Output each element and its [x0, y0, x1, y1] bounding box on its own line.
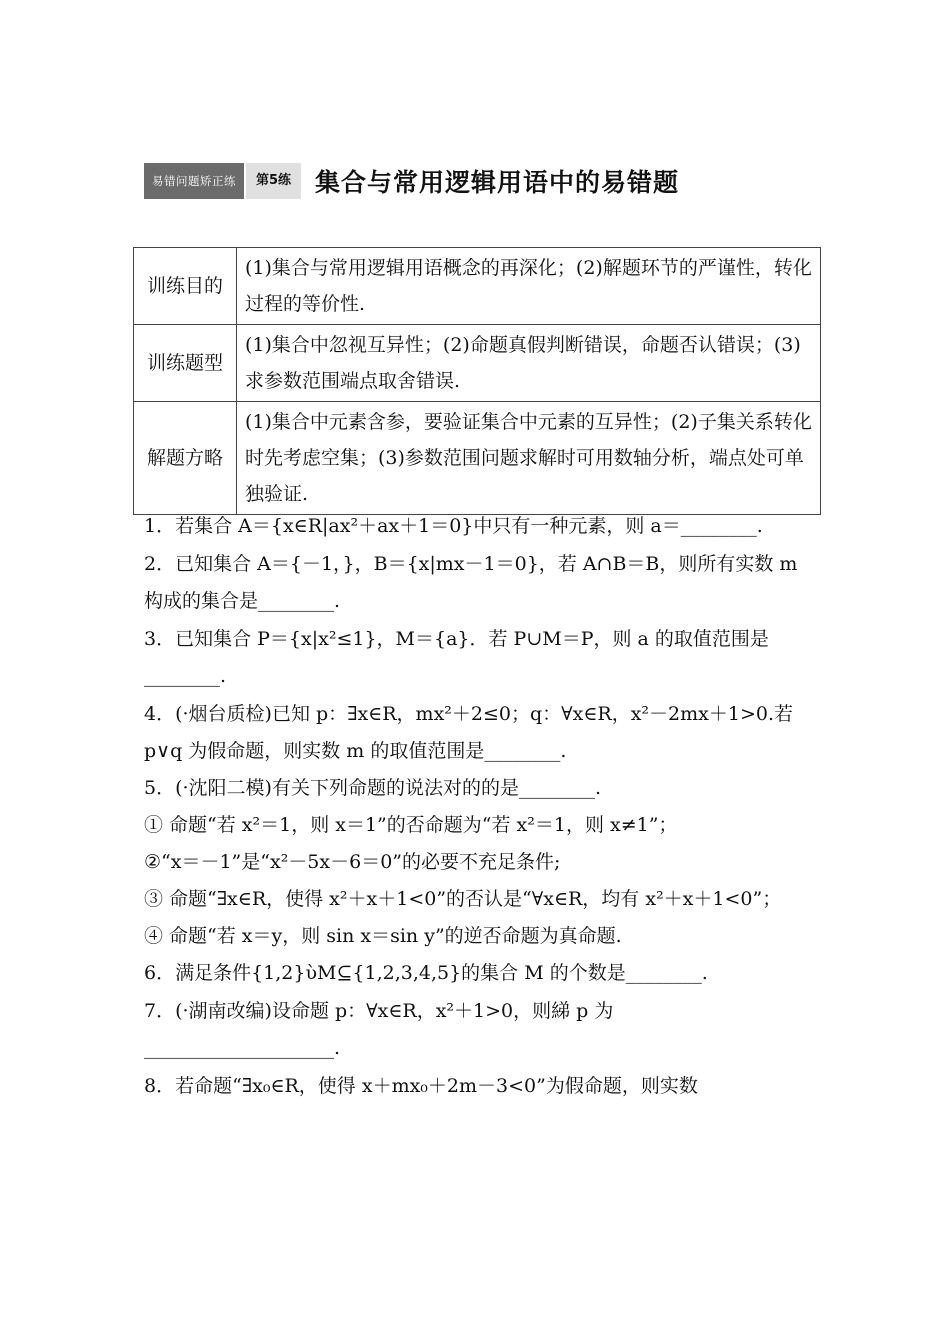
page-header [144, 162, 679, 200]
row-key: 解题方略 [134, 402, 237, 515]
problem-5-option-3: ③ 命题“∃x∈R，使得 x²＋x＋1<0”的否认是“∀x∈R，均有 x²＋x＋1<0”； [144, 888, 782, 910]
problem-2: 2．已知集合 A＝{－1，}，B＝{x|mx－1＝0}，若 A∩B＝B，则所有实数 m 构成的集合是________. [144, 553, 798, 612]
problem-7: 7．(·湖南改编)设命题 p：∀x∈R，x²＋1>0，则綈 p 为____________________. [144, 1000, 614, 1059]
table-row [134, 402, 821, 515]
problem-8: 8．若命题“∃x₀∈R，使得 x＋mx₀＋2m－3<0”为假命题，则实数 [144, 1075, 698, 1097]
problem-6: 6．满足条件{1,2}ὺM⊆{1,2,3,4,5}的集合 M 的个数是________. [144, 962, 708, 984]
problem-1: 1．若集合 A＝{x∈R|ax²＋ax＋1＝0}中只有一种元素，则 a＝________. [144, 515, 763, 537]
problem-5: 5．(·沈阳二模)有关下列命题的说法对的的是________. [144, 777, 601, 799]
problem-5-option-2: ②“x＝－1”是“x²－5x－6＝0”的必要不充足条件; [144, 851, 561, 873]
table-row [134, 248, 821, 325]
series-tag: 易错问题矫正练 [144, 163, 244, 199]
problem-list [144, 508, 809, 1105]
training-info-table [133, 247, 821, 515]
table-row [134, 325, 821, 402]
row-value: (1)集合中忽视互异性；(2)命题真假判断错误，命题否认错误；(3)求参数范围端点取舍错误. [237, 325, 821, 402]
row-value: (1)集合与常用逻辑用语概念的再深化；(2)解题环节的严谨性，转化过程的等价性. [237, 248, 821, 325]
row-value: (1)集合中元素含参，要验证集合中元素的互异性；(2)子集关系转化时先考虑空集；(3)参数范围问题求解时可用数轴分析，端点处可单独验证. [237, 402, 821, 515]
problem-5-option-1: ① 命题“若 x²＝1，则 x＝1”的否命题为“若 x²＝1，则 x≠1”； [144, 814, 678, 836]
row-key: 训练题型 [134, 325, 237, 402]
problem-3: 3．已知集合 P＝{x|x²≤1}，M＝{a}．若 P∪M＝P，则 a 的取值范围是________. [144, 628, 769, 687]
problem-5-option-4: ④ 命题“若 x＝y，则 sin x＝sin y”的逆否命题为真命题. [144, 925, 622, 947]
lesson-number-tag: 第5练 [244, 163, 301, 199]
page-title: 集合与常用逻辑用语中的易错题 [315, 168, 680, 197]
problem-4: 4．(·烟台质检)已知 p：∃x∈R，mx²＋2≤0；q：∀x∈R，x²－2mx＋1>0.若 p∨q 为假命题，则实数 m 的取值范围是________. [144, 703, 793, 762]
row-key: 训练目的 [134, 248, 237, 325]
